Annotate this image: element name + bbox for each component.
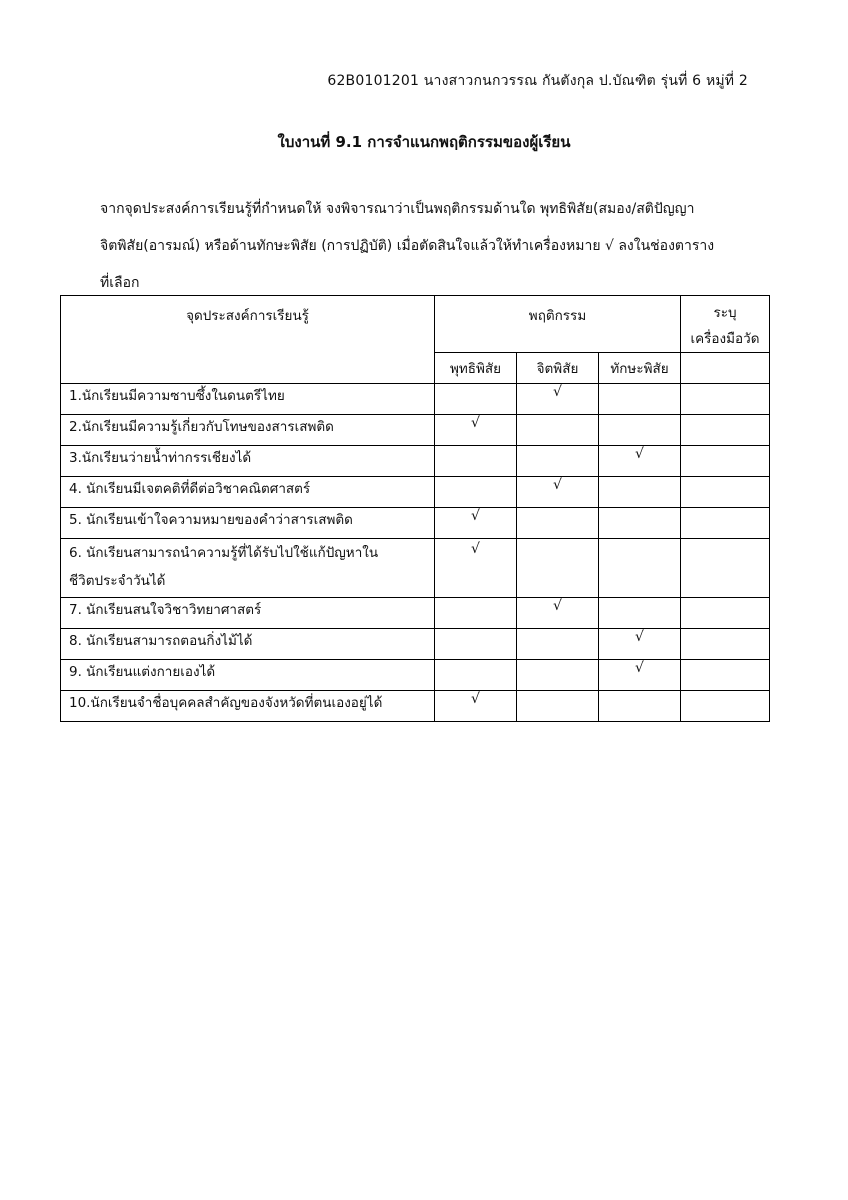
header-affective: จิตพิสัย <box>517 353 599 384</box>
tool-cell[interactable] <box>681 691 770 722</box>
header-measurement-tool <box>681 296 770 353</box>
instruction-line-2: จิตพิสัย(อารมณ์) หรือด้านทักษะพิสัย (การปฏิบัติ) เมื่อตัดสินใจแล้วให้ทำเครื่องหมาย √ ลงในช่องตาราง <box>100 238 715 254</box>
psychomotor-cell[interactable] <box>599 477 681 508</box>
objective-cell: 2.นักเรียนมีความรู้เกี่ยวกับโทษของสารเสพติด <box>61 415 435 446</box>
header-tool-blank <box>681 353 770 384</box>
psychomotor-cell[interactable] <box>599 691 681 722</box>
cognitive-cell[interactable]: √ <box>435 415 517 446</box>
psychomotor-cell[interactable] <box>599 384 681 415</box>
affective-cell[interactable] <box>517 446 599 477</box>
cognitive-cell[interactable] <box>435 598 517 629</box>
tool-cell[interactable] <box>681 477 770 508</box>
psychomotor-cell[interactable] <box>599 508 681 539</box>
cognitive-cell[interactable] <box>435 477 517 508</box>
objective-cell: 9. นักเรียนแต่งกายเองได้ <box>61 660 435 691</box>
cognitive-cell[interactable]: √ <box>435 508 517 539</box>
header-objective: จุดประสงค์การเรียนรู้ <box>61 296 435 384</box>
header-cognitive: พุทธิพิสัย <box>435 353 517 384</box>
cognitive-cell[interactable] <box>435 660 517 691</box>
table-row <box>61 508 770 539</box>
affective-cell[interactable] <box>517 660 599 691</box>
objective-cell: 10.นักเรียนจำชื่อบุคคลสำคัญของจังหวัดที่ตนเองอยู่ได้ <box>61 691 435 722</box>
tool-cell[interactable] <box>681 539 770 598</box>
header-behavior: พฤติกรรม <box>435 296 681 353</box>
objective-cell: 1.นักเรียนมีความซาบซึ้งในดนตรีไทย <box>61 384 435 415</box>
affective-cell[interactable] <box>517 629 599 660</box>
psychomotor-cell[interactable]: √ <box>599 660 681 691</box>
header-psychomotor: ทักษะพิสัย <box>599 353 681 384</box>
tool-cell[interactable] <box>681 415 770 446</box>
tool-cell[interactable] <box>681 660 770 691</box>
cognitive-cell[interactable] <box>435 384 517 415</box>
table-row <box>61 446 770 477</box>
tool-cell[interactable] <box>681 598 770 629</box>
cognitive-cell[interactable]: √ <box>435 691 517 722</box>
tool-cell[interactable] <box>681 384 770 415</box>
affective-cell[interactable]: √ <box>517 384 599 415</box>
header-tool-line-1: ระบุ <box>713 305 737 321</box>
cognitive-cell[interactable] <box>435 446 517 477</box>
psychomotor-cell[interactable]: √ <box>599 446 681 477</box>
psychomotor-cell[interactable] <box>599 539 681 598</box>
affective-cell[interactable]: √ <box>517 598 599 629</box>
tool-cell[interactable] <box>681 446 770 477</box>
affective-cell[interactable] <box>517 691 599 722</box>
affective-cell[interactable] <box>517 508 599 539</box>
table-row <box>61 539 770 598</box>
objective-cell <box>61 539 435 598</box>
table-row <box>61 477 770 508</box>
student-info: 62B0101201 นางสาวกนกวรรณ กันตังกุล ป.บัณฑิต รุ่นที่ 6 หมู่ที่ 2 <box>327 73 748 89</box>
cognitive-cell[interactable] <box>435 629 517 660</box>
psychomotor-cell[interactable] <box>599 415 681 446</box>
affective-cell[interactable] <box>517 539 599 598</box>
instruction-line-1: จากจุดประสงค์การเรียนรู้ที่กำหนดให้ จงพิจารณาว่าเป็นพฤติกรรมด้านใด พุทธิพิสัย(สมอง/สติปัญญา <box>100 201 695 217</box>
affective-cell[interactable]: √ <box>517 477 599 508</box>
objective-cell: 5. นักเรียนเข้าใจความหมายของคำว่าสารเสพติด <box>61 508 435 539</box>
behavior-classification-table <box>60 295 770 722</box>
tool-cell[interactable] <box>681 508 770 539</box>
psychomotor-cell[interactable] <box>599 598 681 629</box>
table-row <box>61 660 770 691</box>
cognitive-cell[interactable]: √ <box>435 539 517 598</box>
objective-line-1: 6. นักเรียนสามารถนำความรู้ที่ได้รับไปใช้แก้ปัญหาใน <box>69 545 379 561</box>
objective-line-2: ชีวิตประจำวันได้ <box>69 573 166 589</box>
objective-cell: 3.นักเรียนว่ายน้ำท่ากรรเชียงได้ <box>61 446 435 477</box>
instruction-line-3: ที่เลือก <box>100 275 140 291</box>
table-row <box>61 384 770 415</box>
table-row <box>61 415 770 446</box>
objective-cell: 4. นักเรียนมีเจตคติที่ดีต่อวิชาคณิตศาสตร์ <box>61 477 435 508</box>
psychomotor-cell[interactable]: √ <box>599 629 681 660</box>
objective-cell: 8. นักเรียนสามารถตอนกิ่งไม้ได้ <box>61 629 435 660</box>
objective-cell: 7. นักเรียนสนใจวิชาวิทยาศาสตร์ <box>61 598 435 629</box>
affective-cell[interactable] <box>517 415 599 446</box>
table-row <box>61 598 770 629</box>
table-row <box>61 691 770 722</box>
worksheet-title: ใบงานที่ 9.1 การจำแนกพฤติกรรมของผู้เรียน <box>277 133 571 151</box>
header-tool-line-2: เครื่องมือวัด <box>690 331 760 347</box>
table-row <box>61 629 770 660</box>
tool-cell[interactable] <box>681 629 770 660</box>
